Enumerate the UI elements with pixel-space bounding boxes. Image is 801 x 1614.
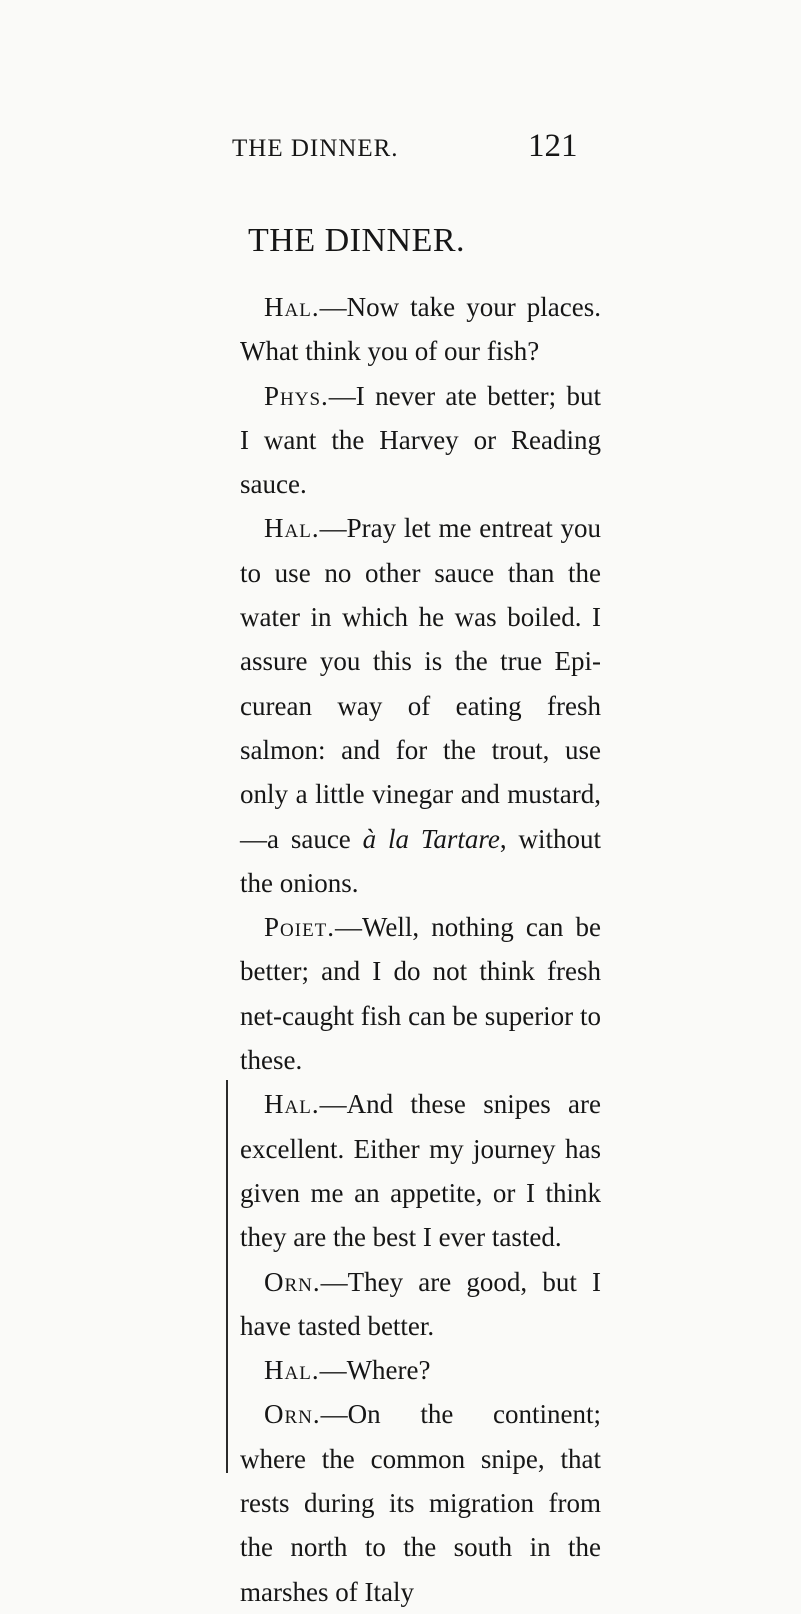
dialogue-paragraph (240, 506, 601, 905)
dialogue-text: —On the continent; where the common snipe, that rests during its migration from the north to the south in the marshes of Italy (240, 1399, 601, 1607)
page-gutter-shadow (226, 1080, 228, 1473)
dialogue-paragraph (240, 374, 601, 507)
speaker-name: Orn. (264, 1399, 321, 1430)
dialogue-text: —They are good, but I have tasted better. (240, 1266, 601, 1341)
speaker-name: Phys. (264, 380, 329, 411)
speaker-name: Orn. (264, 1266, 321, 1297)
dialogue-text: —Where? (319, 1355, 431, 1386)
dialogue-text: —Now take your places. What think you of our fish? (240, 292, 601, 367)
italic-phrase: à la Tartare (362, 823, 500, 854)
dialogue-paragraph (240, 1082, 601, 1259)
dialogue-text: —And these snipes are excellent. Either my journey has given me an appetite, or I think they are the best I ever tasted. (240, 1089, 601, 1253)
speaker-name: Poiet. (264, 912, 336, 943)
dialogue-paragraph (240, 1348, 601, 1392)
dialogue-paragraph (240, 1260, 601, 1349)
dialogue-paragraph (240, 1392, 601, 1613)
dialogue-body (240, 285, 601, 1614)
page-number: 121 (528, 128, 578, 164)
dialogue-text: —Well, nothing can be better; and I do not think fresh net-caught fish can be superior to these. (240, 912, 601, 1076)
dialogue-text: —I never ate better; but I want the Harvey or Reading sauce. (240, 380, 601, 500)
section-title: THE DINNER. (248, 222, 466, 259)
speaker-name: Hal. (264, 513, 320, 544)
dialogue-paragraph (240, 285, 601, 374)
speaker-name: Hal. (264, 292, 320, 322)
speaker-name: Hal. (264, 1355, 320, 1386)
dialogue-text: , without the onions. (240, 823, 601, 898)
dialogue-paragraph (240, 905, 601, 1082)
running-head: THE DINNER. (232, 135, 399, 162)
speaker-name: Hal. (264, 1089, 320, 1120)
dialogue-text: —Pray let me entreat you to use no other sauce than the water in which he was boiled. I assure you this is the true Epicurean way of eating fresh salmon: and for the trout, use only a little vinegar and mustard,—a sauce (240, 513, 601, 854)
